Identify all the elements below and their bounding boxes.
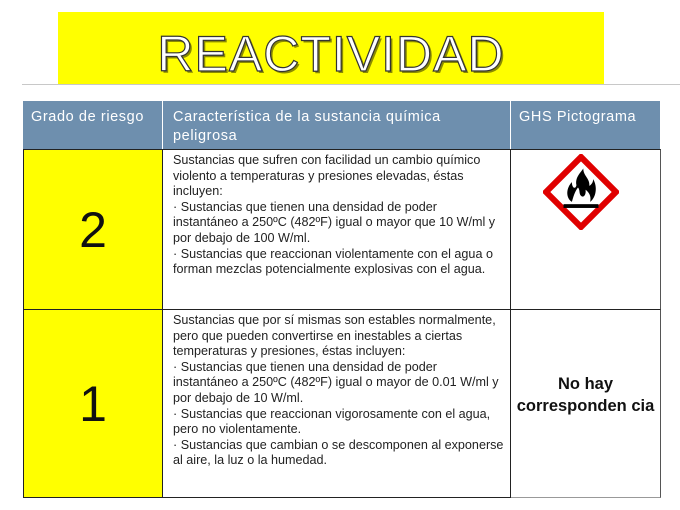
header-characteristic: Característica de la sustancia química peligrosa <box>163 101 511 149</box>
description-line: Sustancias que sufren con facilidad un cambio químico violento a temperaturas y presiones elevadas, éstas incluyen: <box>173 153 481 199</box>
description-line: · Sustancias que tienen una densidad de poder instantáneo a 250ºC (482ºF) igual o mayor que 10 W/ml y por debajo de 100 W/ml. <box>173 199 496 245</box>
flame-ghs-icon <box>543 154 619 230</box>
description-line: · Sustancias que reaccionan vigorosamente con el agua, pero no violentamente. <box>173 406 491 437</box>
no-pictogram-text: No hay corresponden cia <box>516 375 655 415</box>
description-line: · Sustancias que tienen una densidad de poder instantáneo a 250ºC (482ºF) igual o mayor de 0.01 W/ml y por debajo de 10 W/ml. <box>173 359 499 405</box>
description-line: · Sustancias que reaccionan violentamente con el agua o forman mezclas potencialmente explosivas con el agua. <box>173 246 493 277</box>
pictogram-cell-2 <box>511 149 661 309</box>
header-pictogram: GHS Pictograma <box>511 101 661 149</box>
title-banner <box>58 12 604 85</box>
top-divider <box>22 84 680 85</box>
grade-value: 1 <box>79 376 107 432</box>
pictogram-cell-1 <box>511 309 661 498</box>
grade-cell-2 <box>23 149 163 309</box>
description-cell-2 <box>163 149 511 309</box>
description-line: Sustancias que por sí mismas son estables normalmente, pero que pueden convertirse en inestables a ciertas temperaturas y presiones, éstas incluyen: <box>173 313 496 359</box>
description-cell-1 <box>163 309 511 498</box>
header-grade: Grado de riesgo <box>23 101 163 149</box>
page-title: REACTIVIDAD <box>157 26 505 82</box>
grade-cell-1 <box>23 309 163 498</box>
reactivity-table <box>22 101 661 498</box>
grade-value: 2 <box>79 202 107 258</box>
description-line: · Sustancias que cambian o se descomponen al exponerse al aire, la luz o la humedad. <box>173 437 504 468</box>
